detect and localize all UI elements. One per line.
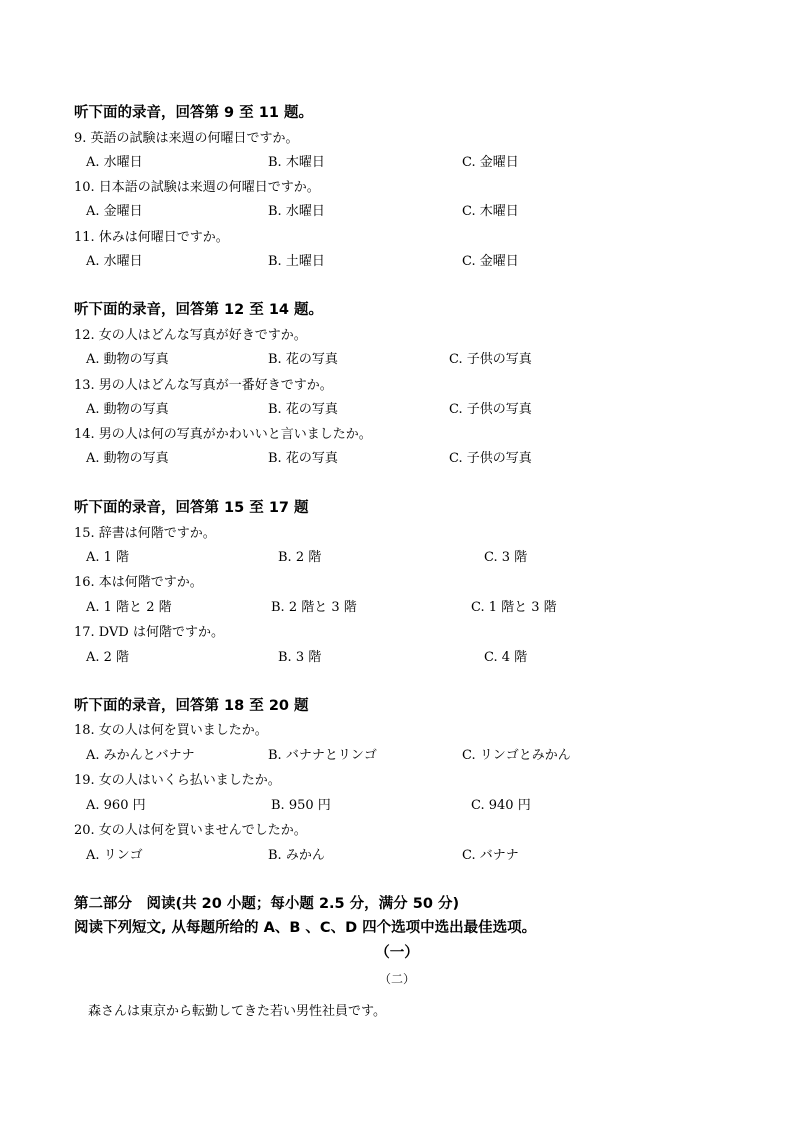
option-a: A. 動物の写真	[86, 402, 169, 417]
option-a: A. 1 階	[86, 550, 130, 565]
question-17: 17. DVD は何階ですか。	[74, 625, 224, 640]
option-c: C. 金曜日	[462, 155, 519, 170]
section-heading: 听下面的录音，回答第 18 至 20 题	[74, 698, 309, 714]
question-15: 15. 辞書は何階ですか。	[74, 526, 216, 541]
option-c: C. 子供の写真	[449, 451, 532, 466]
passage-label-one: （一）	[375, 945, 419, 961]
option-c: C. 木曜日	[462, 204, 519, 219]
option-b: B. みかん	[268, 848, 325, 863]
section-heading: 听下面的录音，回答第 12 至 14 题。	[74, 302, 324, 318]
section-heading: 听下面的录音，回答第 9 至 11 题。	[74, 105, 313, 121]
option-a: A. 960 円	[86, 798, 146, 813]
question-10: 10. 日本語の試験は来週の何曜日ですか。	[74, 180, 320, 195]
option-b: B. 花の写真	[268, 352, 338, 367]
question-13: 13. 男の人はどんな写真が一番好きですか。	[74, 378, 333, 393]
option-c: C. 子供の写真	[449, 352, 532, 367]
question-9: 9. 英語の試験は来週の何曜日ですか。	[74, 131, 299, 146]
question-11: 11. 休みは何曜日ですか。	[74, 230, 229, 245]
option-a: A. 水曜日	[86, 254, 143, 269]
option-b: B. 950 円	[271, 798, 331, 813]
section-heading: 听下面的录音，回答第 15 至 17 题	[74, 500, 309, 516]
option-c: C. 940 円	[471, 798, 531, 813]
option-a: A. 動物の写真	[86, 352, 169, 367]
option-b: B. 花の写真	[268, 402, 338, 417]
option-c: C. 4 階	[484, 650, 528, 665]
option-c: C. 3 階	[484, 550, 528, 565]
option-b: B. 木曜日	[268, 155, 325, 170]
question-20: 20. 女の人は何を買いませんでしたか。	[74, 823, 307, 838]
option-a: A. 2 階	[86, 650, 130, 665]
passage-label-two: （二）	[378, 972, 415, 986]
question-14: 14. 男の人は何の写真がかわいいと言いましたか。	[74, 427, 372, 442]
question-18: 18. 女の人は何を買いましたか。	[74, 723, 268, 738]
option-c: C. リンゴとみかん	[462, 748, 571, 763]
option-a: A. リンゴ	[86, 848, 143, 863]
option-a: A. 水曜日	[86, 155, 143, 170]
option-b: B. 2 階と 3 階	[271, 600, 357, 615]
part-two-instruction: 阅读下列短文, 从每题所给的 A、B 、C、D 四个选项中选出最佳选项。	[74, 920, 537, 936]
question-16: 16. 本は何階ですか。	[74, 575, 203, 590]
option-a: A. 金曜日	[86, 204, 143, 219]
option-c: C. 子供の写真	[449, 402, 532, 417]
question-19: 19. 女の人はいくら払いましたか。	[74, 773, 281, 788]
option-c: C. 金曜日	[462, 254, 519, 269]
option-c: C. 1 階と 3 階	[471, 600, 557, 615]
option-b: B. バナナとリンゴ	[268, 748, 377, 763]
option-b: B. 2 階	[278, 550, 322, 565]
option-b: B. 土曜日	[268, 254, 325, 269]
option-a: A. 動物の写真	[86, 451, 169, 466]
question-12: 12. 女の人はどんな写真が好きですか。	[74, 328, 307, 343]
part-two-title: 第二部分 阅读(共 20 小题；每小题 2.5 分，满分 50 分)	[74, 896, 460, 912]
option-b: B. 水曜日	[268, 204, 325, 219]
option-a: A. 1 階と 2 階	[86, 600, 172, 615]
option-c: C. バナナ	[462, 848, 519, 863]
option-b: B. 3 階	[278, 650, 322, 665]
option-b: B. 花の写真	[268, 451, 338, 466]
passage-start: 森さんは東京から転勤してきた若い男性社員です。	[88, 1004, 386, 1019]
option-a: A. みかんとバナナ	[86, 748, 195, 763]
